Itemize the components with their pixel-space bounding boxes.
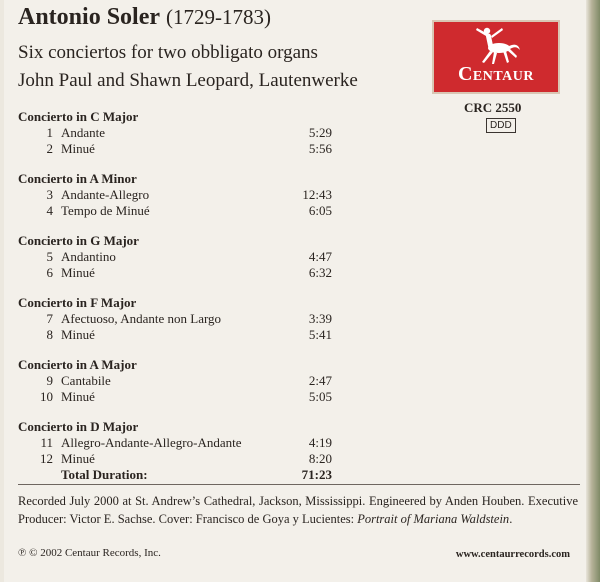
logo-wordmark: Centaur <box>457 63 535 85</box>
track-duration: 12:43 <box>302 187 332 202</box>
catalog-number: CRC 2550 <box>464 100 522 115</box>
track-number: 1 <box>46 125 53 140</box>
track-number: 11 <box>40 435 53 450</box>
track-duration: 6:05 <box>308 203 332 218</box>
track-row <box>18 451 338 467</box>
track-row <box>18 125 338 141</box>
track-row <box>18 327 338 343</box>
artwork-title: Portrait of Mariana Waldstein <box>357 512 510 526</box>
track-name: Andantino <box>61 249 116 264</box>
track-name: Cantabile <box>61 373 111 388</box>
track-name: Minué <box>61 451 95 466</box>
concerto-title: Concierto in F Major <box>18 295 137 310</box>
concerto-section <box>18 171 338 219</box>
centaur-logo <box>432 20 560 94</box>
divider <box>18 484 580 485</box>
album-heading <box>18 4 271 31</box>
track-duration: 2:47 <box>308 373 332 388</box>
track-row <box>18 389 338 405</box>
track-number: 7 <box>46 311 53 326</box>
recording-credits <box>18 492 578 528</box>
track-duration: 5:41 <box>308 327 332 342</box>
track-name: Minué <box>61 141 95 156</box>
track-duration: 5:05 <box>308 389 332 404</box>
concerto-section <box>18 419 338 467</box>
total-duration-value: 71:23 <box>301 467 332 482</box>
concerto-title: Concierto in G Major <box>18 233 139 248</box>
track-duration: 4:19 <box>308 435 332 450</box>
track-duration: 3:39 <box>308 311 332 326</box>
track-row <box>18 311 338 327</box>
track-number: 2 <box>46 141 53 156</box>
composer-dates: (1729-1783) <box>166 5 271 29</box>
track-number: 8 <box>46 327 53 342</box>
track-name: Minué <box>61 327 95 342</box>
track-name: Tempo de Minué <box>61 203 150 218</box>
recording-code-badge: DDD <box>486 118 516 133</box>
concerto-title: Concierto in C Major <box>18 109 139 124</box>
track-number: 5 <box>46 249 53 264</box>
track-duration: 5:29 <box>308 125 332 140</box>
track-name: Andante-Allegro <box>61 187 150 202</box>
track-name: Afectuoso, Andante non Largo <box>61 311 222 326</box>
track-name: Minué <box>61 389 95 404</box>
track-row <box>18 141 338 157</box>
track-duration: 5:56 <box>308 141 332 156</box>
track-row <box>18 187 338 203</box>
page-left-edge <box>0 0 4 582</box>
track-number: 10 <box>40 389 53 404</box>
composer-name: Antonio Soler <box>18 4 161 30</box>
performers: John Paul and Shawn Leopard, Lautenwerke <box>18 70 358 91</box>
concerto-section <box>18 109 338 157</box>
track-row <box>18 373 338 389</box>
concerto-section <box>18 295 338 343</box>
cover-art-edge <box>586 0 600 582</box>
copyright: ℗ © 2002 Centaur Records, Inc. <box>18 547 161 559</box>
concerto-section <box>18 357 338 405</box>
track-number: 9 <box>46 373 53 388</box>
track-duration: 6:32 <box>308 265 332 280</box>
track-row <box>18 203 338 219</box>
track-name: Allegro-Andante-Allegro-Andante <box>61 435 242 450</box>
track-number: 3 <box>46 187 53 202</box>
total-duration-label: Total Duration: <box>61 467 148 482</box>
track-number: 12 <box>40 451 53 466</box>
track-duration: 8:20 <box>308 451 332 466</box>
track-duration: 4:47 <box>308 249 332 264</box>
album-subtitle: Six conciertos for two obbligato organs <box>18 42 318 63</box>
track-number: 6 <box>46 265 53 280</box>
track-row <box>18 265 338 281</box>
concerto-title: Concierto in D Major <box>18 419 139 434</box>
track-name: Minué <box>61 265 95 280</box>
artwork-suffix: . <box>509 512 513 526</box>
track-listing <box>18 109 338 483</box>
concerto-section <box>18 233 338 281</box>
centaur-figure-icon <box>472 24 522 66</box>
track-number: 4 <box>46 203 53 218</box>
credits-text: Recorded July 2000 at St. Andrew’s Cathedral, Jackson, Mississippi. Engineered by Anden Houben. Executive Producer: Victor E. Sachse. Cover: Francisco de Goya y Lucientes: <box>18 494 578 526</box>
track-name: Andante <box>61 125 106 140</box>
track-row <box>18 249 338 265</box>
website-link[interactable]: www.centaurrecords.com <box>455 549 570 560</box>
concerto-title: Concierto in A Minor <box>18 171 137 186</box>
track-row <box>18 435 338 451</box>
concerto-title: Concierto in A Major <box>18 357 137 372</box>
total-duration-row <box>18 467 338 483</box>
